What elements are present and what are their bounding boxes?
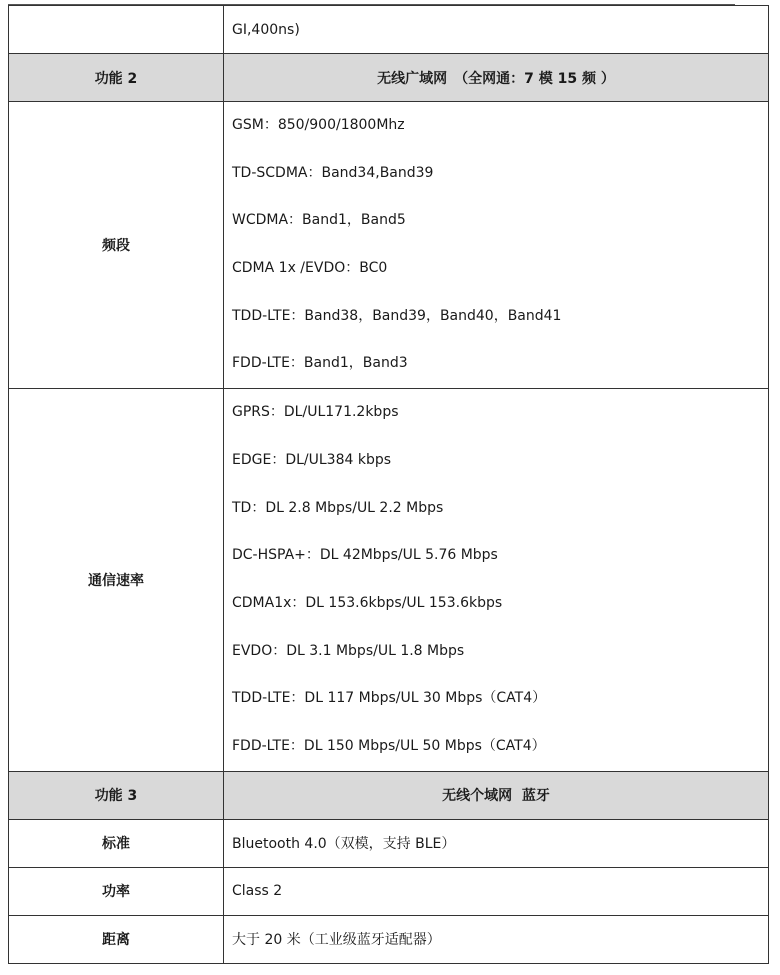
- section-row-function-2: [9, 54, 769, 102]
- section-title-wpan: 无线个域网 蓝牙: [224, 771, 769, 819]
- row-value-power: Class 2: [224, 867, 769, 915]
- row-label-bands: 频段: [9, 102, 224, 389]
- rate-line: EDGE：DL/UL384 kbps: [232, 451, 392, 468]
- rate-line: EVDO：DL 3.1 Mbps/UL 1.8 Mbps: [232, 642, 465, 659]
- rate-line: GPRS：DL/UL171.2kbps: [232, 404, 399, 421]
- continuation-value: GI,400ns): [224, 6, 769, 54]
- band-line: GSM：850/900/1800Mhz: [232, 117, 405, 133]
- section-row-function-3: [9, 771, 769, 819]
- table-row-standard: [9, 819, 769, 867]
- section-title-wwan: 无线广域网 （全网通：7 模 15 频 ）: [224, 54, 769, 102]
- band-line: FDD-LTE：Band1，Band3: [232, 355, 408, 372]
- section-label-function-3: 功能 3: [9, 771, 224, 819]
- row-label-distance: 距离: [9, 915, 224, 963]
- spec-table: [8, 5, 769, 964]
- row-value-standard: Bluetooth 4.0（双模，支持 BLE）: [224, 819, 769, 867]
- band-line: WCDMA：Band1，Band5: [232, 212, 406, 229]
- rates-value-cell: [224, 389, 769, 772]
- section-label-function-2: 功能 2: [9, 54, 224, 102]
- row-value-distance: 大于 20 米（工业级蓝牙适配器）: [224, 915, 769, 963]
- rate-line: TD：DL 2.8 Mbps/UL 2.2 Mbps: [232, 499, 444, 516]
- table-row-bands: [9, 102, 769, 389]
- band-line: TDD-LTE：Band38，Band39，Band40，Band41: [232, 307, 562, 324]
- band-line: CDMA 1x /EVDO：BC0: [232, 260, 388, 277]
- rate-line: TDD-LTE：DL 117 Mbps/UL 30 Mbps（CAT4）: [232, 690, 547, 707]
- table-row-distance: [9, 915, 769, 963]
- row-label-rates: 通信速率: [9, 389, 224, 772]
- bands-value-cell: [224, 102, 769, 389]
- rate-line: DC-HSPA+：DL 42Mbps/UL 5.76 Mbps: [232, 547, 498, 564]
- row-label-power: 功率: [9, 867, 224, 915]
- rate-line: FDD-LTE：DL 150 Mbps/UL 50 Mbps（CAT4）: [232, 737, 546, 754]
- table-row-power: [9, 867, 769, 915]
- continuation-label-cell: [9, 6, 224, 54]
- row-label-standard: 标准: [9, 819, 224, 867]
- band-line: TD-SCDMA：Band34,Band39: [232, 164, 434, 181]
- rate-line: CDMA1x：DL 153.6kbps/UL 153.6kbps: [232, 594, 503, 611]
- table-row-rates: [9, 389, 769, 772]
- table-row-continuation: [9, 6, 769, 54]
